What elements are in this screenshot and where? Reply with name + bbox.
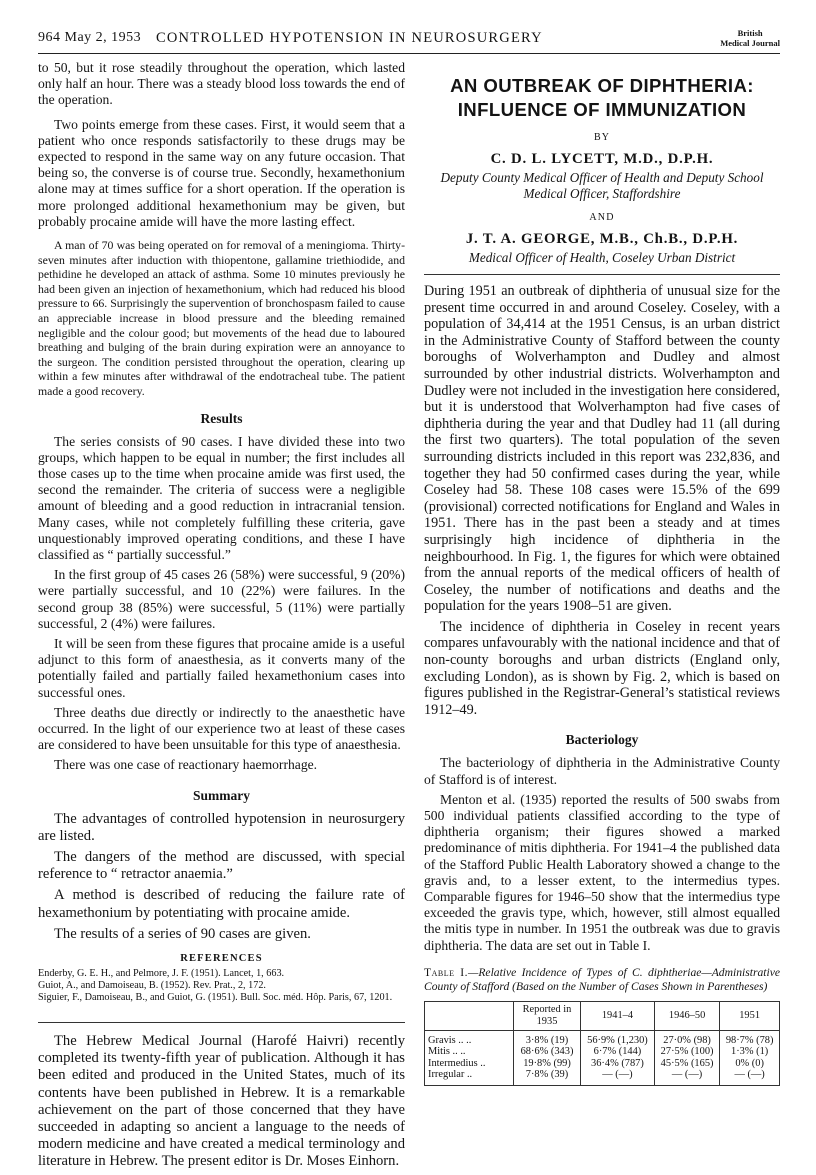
right-column (424, 60, 780, 1086)
page-number-date: 964 May 2, 1953 (38, 30, 142, 45)
summary-heading: Summary (193, 787, 250, 803)
journal-name-line2: Medical Journal (720, 38, 780, 48)
table-cell: 1·3% (1) (720, 1046, 780, 1058)
results-paragraph-5: There was one case of reactionary haemorrhage. (54, 757, 318, 773)
table-cell: — (—) (581, 1069, 655, 1085)
affiliation-2: Medical Officer of Health, Coseley Urban District (468, 250, 736, 265)
results-heading: Results (200, 410, 243, 426)
article-title-line2: INFLUENCE OF IMMUNIZATION (457, 99, 747, 120)
table-header-cell: 1946–50 (654, 1001, 719, 1030)
table-row (425, 1030, 780, 1046)
bacteriology-heading: Bacteriology (565, 732, 639, 748)
table-cell: Intermedius .. (425, 1058, 514, 1070)
case-report-paragraph: A man of 70 was being operated on for removal of a meningioma. Thirty-seven minutes after induction with thiopentone, gallamine triethiodide, and pethidine he developed an attack of asthma. Some 10 minutes previously he had been given an injection of hexamethonium, which had reduced his blood pressure to 66. Surprisingly the supervention of bronchospasm failed to cause an appreciable increase in blood pressure and the bleeding remained negligible and the colour good; but movements of the head due to laboured breathing and bulging of the brain during expiration were an annoyance to the surgeon. The condition persisted throughout the operation, clearing up within a few minutes after withdrawal of the endotracheal tube. The patient made a good recovery. (38, 238, 405, 398)
table-cell: 6·7% (144) (581, 1046, 655, 1058)
author-2: J. T. A. GEORGE, M.B., Ch.B., D.P.H. (465, 231, 739, 247)
table-cell: — (—) (654, 1069, 719, 1085)
table-row (425, 1046, 780, 1058)
table-row (425, 1069, 780, 1085)
table-cell: 3·8% (19) (514, 1030, 581, 1046)
results-paragraph-1: The series consists of 90 cases. I have divided these into two groups, which happen to be equal in number; the first includes all those cases up to the time when procaine amide was first used, the second the remainder. The criteria of success were a negligible amount of bleeding and a good reduction in intracranial tension. Many cases, while not completely fulfilling these criteria, gave unquestionably improved operating conditions, and these I have classified as “ partially successful.” (38, 433, 405, 562)
table-cell: 0% (0) (720, 1058, 780, 1070)
table-cell: Irregular .. (425, 1069, 514, 1085)
summary-paragraph-2: The dangers of the method are discussed, with special reference to “ retractor anaemia.” (38, 849, 405, 883)
header-rule (38, 53, 780, 54)
summary-paragraph-1: The advantages of controlled hypotension in neurosurgery are listed. (38, 810, 405, 844)
table-cell: 27·5% (100) (654, 1046, 719, 1058)
results-paragraph-4: Three deaths due directly or indirectly to the anaesthetic have occurred. In the light of our experience two at least of these cases are considered to have been unsuitable for this type of anaesthesia. (38, 704, 405, 753)
table-cell: 36·4% (787) (581, 1058, 655, 1070)
bacteriology-paragraph-2: Menton et al. (1935) reported the results of 500 swabs from 500 individual patients classified according to the type of diphtheria organism; their figures showed a marked predominance of mitis diphtheria. For 1941–4 the published data of the Stafford Public Health Laboratory showed a change to the gravis and, to a lesser extent, to the intermedius types. Comparable figures for 1946–50 show that the intermedius type exceeded the gravis type, which, however, still almost equalled the mitis type in number. In 1951 the outbreak was due to gravis diphtheria. The data are set out in Table I. (424, 791, 780, 953)
intro-paragraph-1: During 1951 an outbreak of diphtheria of unusual size for the present time occurred in and around Coseley. Coseley, with a population of 34,414 at the 1951 Census, is an urban district in the Administrative County of Stafford between the county boroughs of Wolverhampton and Dudley and almost surrounded by other industrial districts. Wolverhampton and Dudley were not included in the investigation here considered, but it is understood that Wolverhampton had five cases of diphtheria during the year and that Dudley had 11 (all during the first two quarters). The total population of the seven surrounding districts included in this report was 232,836, and together they had 50 confirmed cases during the year, while Coseley had 58. These 108 cases were 15.5% of the 699 (provisional) corrected notifications for England and Wales in 1951. There has in the past been a steady and at times surprisingly high incidence of diphtheria in the neighbourhood. In Fig. 1, the figures for which were obtained from the annual reports of the medical officers of health of Coseley, the number of notifications and deaths and the population for the years 1908–51 are given. (424, 283, 780, 615)
table-header-cell: 1951 (720, 1001, 780, 1030)
table-header-cell: Reported in 1935 (514, 1001, 581, 1030)
table-cell: Mitis .. .. (425, 1046, 514, 1058)
journal-name (720, 28, 780, 48)
section-divider (38, 1022, 405, 1023)
article-title-line1: AN OUTBREAK OF DIPHTHERIA: (450, 75, 754, 96)
summary-paragraph-4: The results of a series of 90 cases are given. (54, 925, 311, 942)
table-caption (424, 966, 780, 995)
bacteriology-paragraph-1: The bacteriology of diphtheria in the Administrative County of Stafford is of interest. (424, 755, 780, 787)
left-column (38, 60, 405, 1175)
intro-paragraph-2: The incidence of diphtheria in Coseley in recent years compares unfavourably with the national incidence and that of non-county boroughs and urban districts (England only, excluding London), as is shown by Fig. 2, which is based on figures published in the Registrar-General’s statistical reviews 1912–49. (424, 618, 780, 718)
title-divider (424, 274, 780, 275)
and-label: AND (589, 212, 615, 223)
reference-1: Enderby, G. E. H., and Pelmore, J. F. (1951). Lancet, 1, 663. (38, 968, 285, 980)
table-header-row (425, 1001, 780, 1030)
running-title: CONTROLLED HYPOTENSION IN NEUROSURGERY (156, 30, 543, 46)
hebrew-journal-note: The Hebrew Medical Journal (Harofé Haivri) recently completed its twenty-fifth year of publication. Although it has been edited and produced in the United States, much of its contents have been published in Hebrew. It is a remarkable achievement on the part of those concerned that they have succeeded in adapting so ancient a language to the needs of modern medicine and have created a medical terminology and literature in Hebrew. The present editor is Dr. Moses Einhorn. (38, 1033, 405, 1170)
author-1: C. D. L. LYCETT, M.D., D.P.H. (490, 151, 714, 167)
journal-name-line1: British (737, 28, 763, 38)
table-cell: 7·8% (39) (514, 1069, 581, 1085)
summary-paragraph-3: A method is described of reducing the failure rate of hexamethonium by potentiating with procaine amide. (38, 887, 405, 921)
table-cell: 68·6% (343) (514, 1046, 581, 1058)
table-cell: 98·7% (78) (720, 1030, 780, 1046)
results-paragraph-3: It will be seen from these figures that procaine amide is a useful adjunct to this form of anaesthesia, as it converts many of the potentially failed and partially failed hexamethonium cases into successful ones. (38, 636, 405, 700)
continued-paragraph: to 50, but it rose steadily throughout the operation, which lasted only half an hour. There was a steady blood loss towards the end of the operation. (38, 60, 405, 108)
table-cell: — (—) (720, 1069, 780, 1085)
table-row (425, 1058, 780, 1070)
table-cell: 19·8% (99) (514, 1058, 581, 1070)
table-cell: 56·9% (1,230) (581, 1030, 655, 1046)
affiliation-1: Deputy County Medical Officer of Health and Deputy School Medical Officer, Staffordshire (440, 170, 764, 201)
two-points-paragraph: Two points emerge from these cases. First, it would seem that a patient who once responds satisfactorily to these drugs may be expected to respond in the same way on any future occasion. That being so, the converse is of course true. Secondly, hexamethonium alone may at times suffice for a short operation. If the operation is more prolonged additional hexamethonium may be given, but probably procaine amide will have the more lasting effect. (38, 116, 405, 229)
by-label: BY (594, 132, 610, 143)
table-cell: 45·5% (165) (654, 1058, 719, 1070)
reference-2: Guiot, A., and Damoiseau, B. (1952). Rev. Prat., 2, 172. (38, 980, 266, 992)
table-header-cell (425, 1001, 514, 1030)
article-title (424, 74, 780, 122)
running-header (38, 26, 780, 56)
reference-3: Siguier, F., Damoiseau, B., and Guiot, G. (1951). Bull. Soc. méd. Hôp. Paris, 67, 1201. (38, 992, 393, 1004)
diphtheria-types-table (424, 1001, 780, 1086)
table-label: Table I. (424, 965, 469, 979)
table-cell: Gravis .. .. (425, 1030, 514, 1046)
table-header-cell: 1941–4 (581, 1001, 655, 1030)
references-heading: REFERENCES (180, 953, 263, 965)
table-cell: 27·0% (98) (654, 1030, 719, 1046)
results-paragraph-2: In the first group of 45 cases 26 (58%) were successful, 9 (20%) were partially successful, and 10 (22%) were failures. In the second group 38 (85%) were successful, 5 (11%) were partially successful, 2 (4%) were failures. (38, 567, 405, 631)
table-caption-text: —Relative Incidence of Types of C. diphtheriae—Administrative County of Stafford (Based on the Number of Cases Shown in Parentheses) (424, 965, 780, 994)
